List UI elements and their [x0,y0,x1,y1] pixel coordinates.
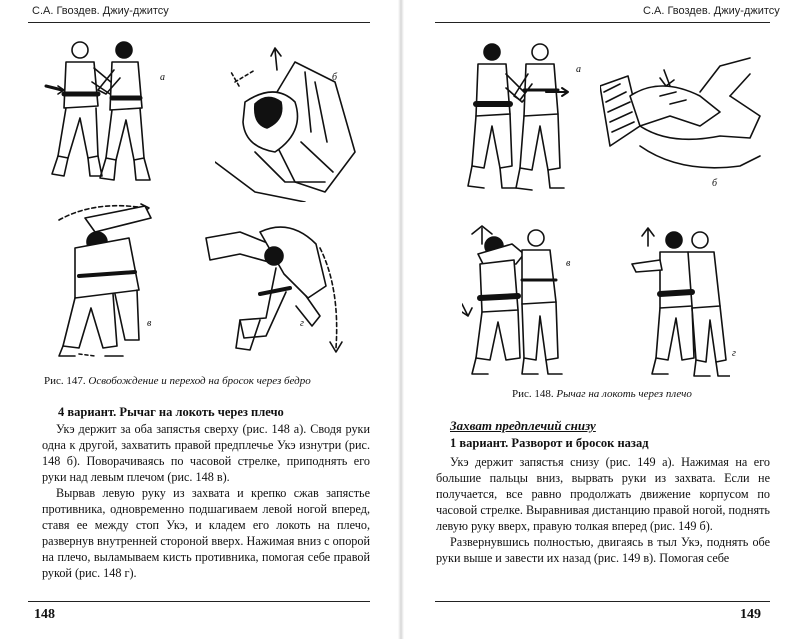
figure-148g-illustration [630,226,730,381]
figure-147b-illustration [215,42,365,202]
figure-147v-illustration [45,198,165,360]
running-header-left: С.А. Гвоздев. Джиу-джитсу [32,5,169,17]
caption-text: Рычаг на локоть через плечо [556,388,692,400]
section-heading: 4 вариант. Рычаг на локоть через плечо [58,405,284,419]
figure-147g-illustration [200,208,350,358]
figure-148-caption [512,388,692,400]
section-heading-italic: Захват предплечий снизу [450,418,596,433]
page-number-left: 148 [34,607,55,622]
paragraph: Развернувшись полностью, двигаясь в тыл Укэ, поднять обе руки выше и завести их назад (рис. 149 в). Помогая себе [436,535,770,565]
figure-147-caption [44,375,311,387]
figure-147-letter-b: б [332,72,338,83]
figure-148a-illustration [462,40,572,195]
paragraph: Укэ держит за оба запястья сверху (рис. 148 а). Сводя руки одна к другой, захватить правой предплечье Укэ изнутри (рис. 148 б). Поворачиваясь по часовой стрелке, приподнять его руки над левым плечом (рис. 148 в). [42,422,370,484]
right-page [400,0,800,639]
figure-148-letter-g: г [732,348,736,359]
header-rule-left [28,22,370,23]
figure-147-letter-v: в [147,318,152,329]
figure-147-letter-a: а [160,72,165,83]
figure-148v-illustration [462,224,572,379]
header-rule-right [435,22,770,23]
figure-148-letter-a: а [576,64,581,75]
figure-148-letter-v: в [566,258,571,269]
section-heading: 1 вариант. Разворот и бросок назад [450,436,649,450]
page-number-right: 149 [740,607,761,622]
body-text-left [42,421,370,581]
caption-number: Рис. 148. [512,388,554,400]
running-header-right: С.А. Гвоздев. Джиу-джитсу [643,5,780,17]
body-text-right [436,454,770,566]
figure-148b-illustration [600,56,765,176]
caption-number: Рис. 147. [44,375,86,387]
figure-147-letter-g: г [300,318,304,329]
footer-rule-right [435,601,770,602]
paragraph: Укэ держит запястья снизу (рис. 149 а). Нажимая на его большие пальцы вниз, вырвать руки из захвата. Если не получается, все равно продолжать движение корпусом по часовой стрелке. Выравнивая дистанцию правой ногой, поднять левую руку вверх, правую толкая вперед (рис. 149 б). [436,455,770,533]
figure-148-letter-b: б [712,178,718,189]
footer-rule-left [28,601,370,602]
caption-text: Освобождение и переход на бросок через бедро [88,375,311,387]
figure-147a-illustration [40,36,160,191]
paragraph: Вырвав левую руку из захвата и крепко сжав запястье противника, одновременно подшагиваем левой ногой вперед, ставя ее между стоп Укэ, и кладем его локоть на плечо, развернув внутренней стороной вверх. Нажимая вниз с опорой на плечо, выламываем кисть противника, помогая себе правой рукой (рис. 148 г). [42,486,370,580]
